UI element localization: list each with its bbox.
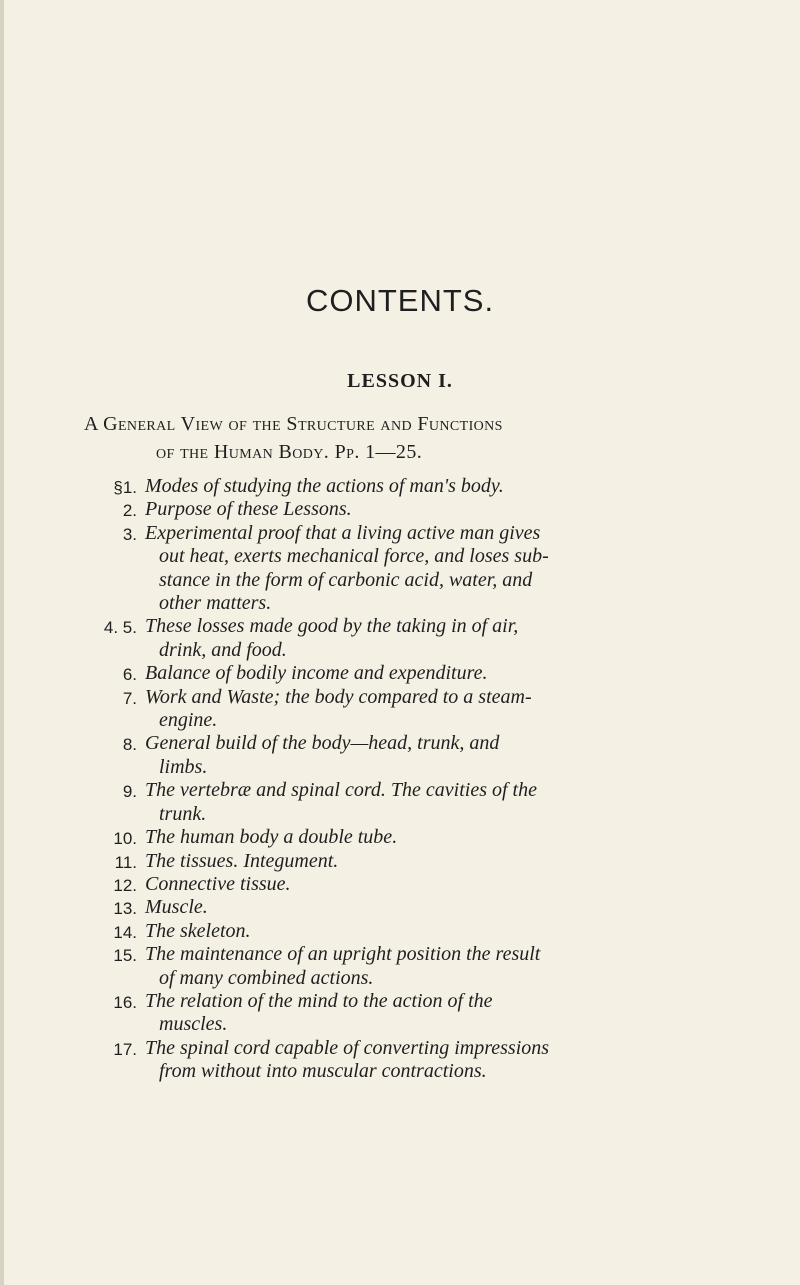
entry-number: 8. bbox=[122, 735, 137, 755]
entry-text bbox=[145, 873, 765, 896]
entry-text-line: Muscle. bbox=[145, 896, 208, 919]
entry-number: 2. bbox=[122, 501, 137, 521]
contents-entry bbox=[0, 943, 800, 990]
contents-entry bbox=[0, 850, 800, 873]
entry-text bbox=[145, 920, 765, 943]
entry-text-line: limbs. bbox=[159, 755, 208, 778]
entry-text bbox=[145, 826, 765, 849]
contents-entry bbox=[0, 1037, 800, 1084]
entry-text-line: The vertebræ and spinal cord. The cavities of the bbox=[145, 779, 537, 802]
lesson-heading: LESSON I. bbox=[347, 370, 453, 392]
contents-entry bbox=[0, 826, 800, 849]
entry-text bbox=[145, 662, 765, 685]
entry-text-line: out heat, exerts mechanical force, and loses sub- bbox=[159, 545, 549, 568]
entry-text bbox=[145, 498, 765, 521]
entry-text-line: The relation of the mind to the action of the bbox=[145, 989, 493, 1012]
contents-entry bbox=[0, 920, 800, 943]
entry-text bbox=[145, 686, 765, 733]
entry-text bbox=[145, 896, 765, 919]
entry-text bbox=[145, 522, 765, 616]
contents-entry bbox=[0, 686, 800, 733]
contents-entry bbox=[0, 732, 800, 779]
entry-text-line: Work and Waste; the body compared to a steam- bbox=[145, 685, 532, 708]
entry-number: 10. bbox=[113, 829, 137, 849]
entry-text bbox=[145, 615, 765, 662]
entry-text bbox=[145, 990, 765, 1037]
entry-text-line: Balance of bodily income and expenditure. bbox=[145, 662, 488, 685]
contents-entry bbox=[0, 779, 800, 826]
entry-text-line: General build of the body—head, trunk, and bbox=[145, 732, 500, 755]
lesson-subtitle-line-1: A General View of the Structure and Functions bbox=[84, 413, 503, 435]
entry-text-line: Connective tissue. bbox=[145, 872, 291, 895]
entry-number: 6. bbox=[122, 665, 137, 685]
entry-text bbox=[145, 1037, 765, 1084]
entry-text bbox=[145, 732, 765, 779]
entry-text-line: The spinal cord capable of converting impressions bbox=[145, 1036, 550, 1059]
page-title: CONTENTS. bbox=[305, 283, 495, 318]
entry-number: 16. bbox=[113, 992, 137, 1012]
contents-entry bbox=[0, 873, 800, 896]
entry-text-line: Experimental proof that a living active man gives bbox=[145, 521, 541, 544]
entry-number: 11. bbox=[114, 852, 137, 872]
entry-text bbox=[145, 943, 765, 990]
entry-text-line: The maintenance of an upright position the result bbox=[145, 943, 541, 966]
entry-text bbox=[145, 475, 765, 498]
entry-text-line: These losses made good by the taking in of air, bbox=[145, 615, 519, 638]
entry-number: 13. bbox=[113, 899, 137, 919]
entry-text bbox=[145, 779, 765, 826]
entry-number: 4. 5. bbox=[103, 618, 137, 638]
entry-number: §1. bbox=[113, 478, 137, 497]
entry-number: 15. bbox=[113, 946, 137, 966]
contents-entry bbox=[0, 522, 800, 616]
entry-text-line: The tissues. Integument. bbox=[145, 849, 339, 872]
entry-text-line: stance in the form of carbonic acid, water, and bbox=[159, 568, 533, 591]
entry-number: 14. bbox=[113, 922, 137, 942]
lesson-subtitle bbox=[84, 410, 734, 466]
contents-entry bbox=[0, 662, 800, 685]
contents-entry bbox=[0, 475, 800, 498]
entry-number: 12. bbox=[113, 875, 137, 895]
entry-text-line: muscles. bbox=[159, 1013, 228, 1036]
entry-number: 3. bbox=[122, 524, 137, 544]
entry-number: 7. bbox=[122, 688, 137, 708]
contents-list bbox=[0, 475, 800, 1084]
entry-number: 9. bbox=[122, 782, 137, 802]
entry-text-line: other matters. bbox=[159, 592, 272, 615]
entry-text-line: The human body a double tube. bbox=[145, 826, 398, 849]
entry-text-line: of many combined actions. bbox=[159, 966, 374, 989]
contents-entry bbox=[0, 498, 800, 521]
entry-text-line: Modes of studying the actions of man's body. bbox=[145, 475, 504, 497]
entry-number: 17. bbox=[113, 1039, 137, 1059]
entry-text bbox=[145, 850, 765, 873]
entry-text-line: The skeleton. bbox=[145, 919, 251, 942]
entry-text-line: Purpose of these Lessons. bbox=[145, 498, 352, 521]
entry-text-line: trunk. bbox=[159, 802, 207, 825]
contents-entry bbox=[0, 990, 800, 1037]
entry-text-line: drink, and food. bbox=[159, 638, 287, 661]
entry-text-line: from without into muscular contractions. bbox=[159, 1060, 487, 1083]
contents-entry bbox=[0, 896, 800, 919]
contents-entry bbox=[0, 615, 800, 662]
entry-text-line: engine. bbox=[159, 709, 218, 732]
lesson-subtitle-line-2: of the Human Body. Pp. 1—25. bbox=[156, 441, 423, 463]
